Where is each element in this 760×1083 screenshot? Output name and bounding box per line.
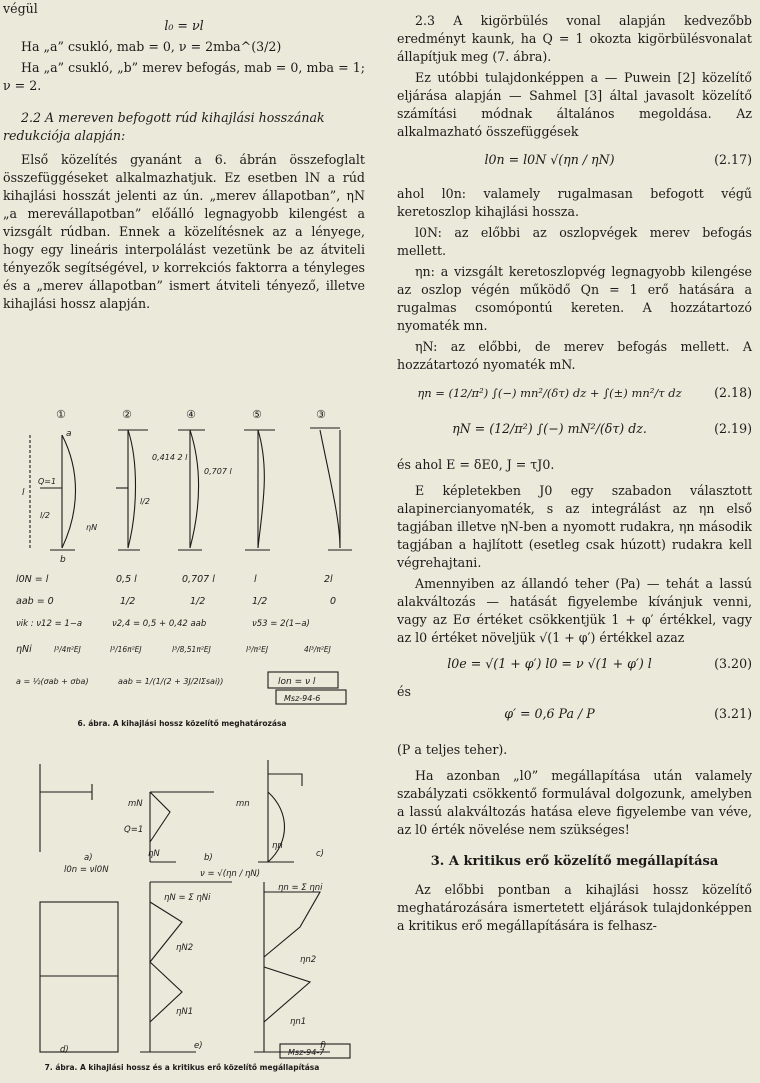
drawing-label: ηN xyxy=(86,523,98,532)
paragraph: Ez utóbbi tulajdonképpen a — Puwein [2] közelítő eljárása alapján — Sahmel [3] által javasolt közelítő számítási módnak általános megoldása. Az alkalmazható összefüggések xyxy=(397,70,752,139)
table-cell: 1/2 xyxy=(252,596,268,607)
table-cell: l³/π²EJ xyxy=(246,645,269,654)
table-cell: ν2,4 = 0,5 + 0,42 aab xyxy=(112,619,207,629)
equation-2-19 xyxy=(397,420,752,450)
drawing-label: Q=1 xyxy=(124,825,144,835)
equation-3-20 xyxy=(397,655,752,679)
equation-number: (3.20) xyxy=(714,656,752,671)
paragraph: ahol l0n: valamely rugalmasan befogott végű keretoszlop kihajlási hossza. xyxy=(397,186,752,219)
drawing-label: 0,414 2 l xyxy=(152,453,188,462)
drawing-label: ηN2 xyxy=(176,943,194,953)
case-label: ② xyxy=(122,408,132,421)
paragraph: 2.3 A kigörbülés vonal alapján kedvezőbb eredményt kaunk, ha Q = 1 okozta kigörbülésvonalat állapítjuk meg (7. ábra). xyxy=(397,13,752,64)
table-cell: 0,5 l xyxy=(116,574,137,585)
paragraph: (P a teljes teher). xyxy=(397,742,508,757)
table-cell: ν53 = 2(1−a) xyxy=(252,619,310,629)
drawing-label: mN xyxy=(128,799,143,809)
drawing-label: ν = √(ηn / ηN) xyxy=(200,869,261,879)
drawing-label: l/2 xyxy=(40,511,51,520)
figure-caption: 7. ábra. A kihajlási hossz és a kritikus erő közelítő megállapítása xyxy=(44,1063,320,1072)
figure-caption: 6. ábra. A kihajlási hossz közelítő meghatározása xyxy=(77,719,287,728)
figure-6 xyxy=(0,400,365,732)
paragraph: és ahol E = δE0, J = τJ0. xyxy=(397,457,555,472)
drawing-label: ηn xyxy=(272,841,283,851)
equation-number: (2.17) xyxy=(714,152,752,167)
stamp: Msz-94-6 xyxy=(284,694,321,703)
right-column xyxy=(397,12,752,938)
equation-3-21 xyxy=(397,705,752,733)
section-heading: 2.2 A mereven befogott rúd kihajlási hosszának redukciója alapján: xyxy=(3,110,325,143)
table-cell: aab = 0 xyxy=(16,596,54,607)
drawing-label: a) xyxy=(84,853,93,863)
drawing-label: ηN = Σ ηNi xyxy=(164,893,211,903)
equation-number: (3.21) xyxy=(714,706,752,721)
drawing-label: c) xyxy=(316,849,324,859)
drawing-label: l0n = νl0N xyxy=(64,865,109,875)
table-cell: l xyxy=(254,574,257,585)
drawing-label: ηn1 xyxy=(290,1017,307,1027)
paragraph: Első közelítés gyanánt a 6. ábrán összefoglalt összefüggéseket alkalmazhatjuk. Ez esetben lN a rúd kihajlási hosszát jelenti az ún. „merev állapotban”, ηN „a merevállapotban” előálló legnagyobb kilengést a vizsgált rúdban. Ennek a közelítésnek az a lényege, hogy egy lineáris interpolálást vezetünk be az átviteli tényezők segítségével, ν korrekciós faktorra a tényleges és a „merev állapotban” ismert átviteli tényező, illetve kihajlási hossz alapján. xyxy=(3,152,365,311)
case-label: ① xyxy=(56,408,66,421)
paragraph: Ha azonban „l0” megállapítása után valamely szabályzati csökkentő formulával dolgozunk, amelyben a lassú alakváltozás hatása eleve figyelembe van véve, az l0 érték növelése nem szükséges! xyxy=(397,768,752,837)
case-label: ④ xyxy=(186,408,196,421)
drawing-label: l xyxy=(22,488,25,498)
paragraph: E képletekben J0 egy szabadon választott alapinercianyomaték, s az integrálást az ηn első tagjában illetve ηN-ben a nyomott rudakra, ηn második tagjában a hajlított (esetleg csak húzott) rudakra kell végrehajtani. xyxy=(397,483,752,570)
drawing-label: ηN1 xyxy=(176,1007,194,1017)
table-cell: aab = 1/(1/(2 + 3J/2lΣsai)) xyxy=(118,677,224,686)
equation-number: (2.19) xyxy=(714,421,752,436)
paragraph: és xyxy=(397,684,411,699)
equation: l0e = √(1 + φ′) l0 = ν √(1 + φ′) l xyxy=(447,656,652,671)
case-label: ⑤ xyxy=(252,408,262,421)
figure-7 xyxy=(0,752,365,1074)
paragraph: Ha „a” csukló, mab = 0, ν = 2mba^(3/2) xyxy=(21,39,282,54)
table-cell: 1/2 xyxy=(120,596,136,607)
section-heading: 3. A kritikus erő közelítő megállapítása xyxy=(430,854,719,869)
paragraph: Az előbbi pontban a kihajlási hossz közelítő meghatározására ismertetett eljárások tulajdonképpen a kritikus erő megállapítására is felhasz- xyxy=(397,882,752,933)
equation-2-18 xyxy=(397,384,752,414)
paragraph: végül xyxy=(3,1,38,16)
equation-number: (2.18) xyxy=(714,385,752,400)
equation: l0n = l0N √(ηn / ηN) xyxy=(484,152,615,167)
drawing-label: Q=1 xyxy=(38,477,57,486)
paragraph: Ha „a” csukló, „b” merev befogás, mab = 0, mba = 1; ν = 2. xyxy=(3,60,365,93)
table-cell: a = ½(σab + σba) xyxy=(16,677,89,686)
drawing-label: f) xyxy=(320,1041,327,1051)
table-cell: νik : ν12 = 1−a xyxy=(16,619,83,629)
drawing-label: ηn2 xyxy=(300,955,317,965)
equation-2-17 xyxy=(397,151,752,177)
drawing-label: mn xyxy=(236,799,250,809)
drawing-label: d) xyxy=(60,1045,69,1055)
equation: ηn = (12/π²) ∫(−) mn²/(δτ) dz + ∫(±) mn²/τ dz xyxy=(417,386,682,400)
table-cell: l0N = l xyxy=(16,574,49,585)
case-label: ③ xyxy=(316,408,326,421)
drawing-label: a xyxy=(66,429,72,439)
table-cell: l³/4π²EJ xyxy=(54,645,81,654)
table-cell: lon = ν l xyxy=(278,677,316,687)
table-cell: l³/8,51π²EJ xyxy=(172,645,211,654)
table-cell: 1/2 xyxy=(190,596,206,607)
drawing-label: b xyxy=(60,555,66,565)
table-cell: ηNi xyxy=(16,644,32,655)
drawing-label: e) xyxy=(194,1041,203,1051)
table-cell: 2l xyxy=(324,574,333,585)
drawing-label: l/2 xyxy=(140,497,151,506)
paragraph: Amennyiben az állandó teher (Pa) — tehát a lassú alakváltozás — hatását figyelembe kívánjuk venni, vagy az Eσ értéket csökkentjük 1 + φ′ értékkel, vagy az l0 értéket növeljük √(1 + φ′) értékkel azaz xyxy=(397,576,752,645)
equation: l₀ = νl xyxy=(164,18,204,33)
drawing-label: ηN xyxy=(148,849,160,859)
table-cell: 0 xyxy=(330,596,337,607)
table-cell: l³/16π²EJ xyxy=(110,645,142,654)
table-cell: 0,707 l xyxy=(182,574,215,585)
equation: ηN = (12/π²) ∫(−) mN²/(δτ) dz. xyxy=(452,421,647,436)
left-column xyxy=(3,0,365,316)
stamp: Msz-94-7 xyxy=(288,1048,325,1057)
paragraph: ηN: az előbbi, de merev befogás mellett. A hozzátartozó nyomaték mN. xyxy=(397,339,752,372)
paragraph: ηn: a vizsgált keretoszlopvég legnagyobb kilengése az oszlop végén működő Qn = 1 erő hatására a rugalmas csomópontú kereten. A hozzátartozó nyomaték mn. xyxy=(397,264,752,333)
equation: φ′ = 0,6 Pa / P xyxy=(504,706,595,721)
drawing-label: ηn = Σ ηni xyxy=(278,883,323,893)
drawing-label: 0,707 l xyxy=(204,467,232,476)
table-cell: 4l³/π²EJ xyxy=(304,645,331,654)
paragraph: l0N: az előbbi az oszlopvégek merev befogás mellett. xyxy=(397,225,752,258)
drawing-label: b) xyxy=(204,853,213,863)
